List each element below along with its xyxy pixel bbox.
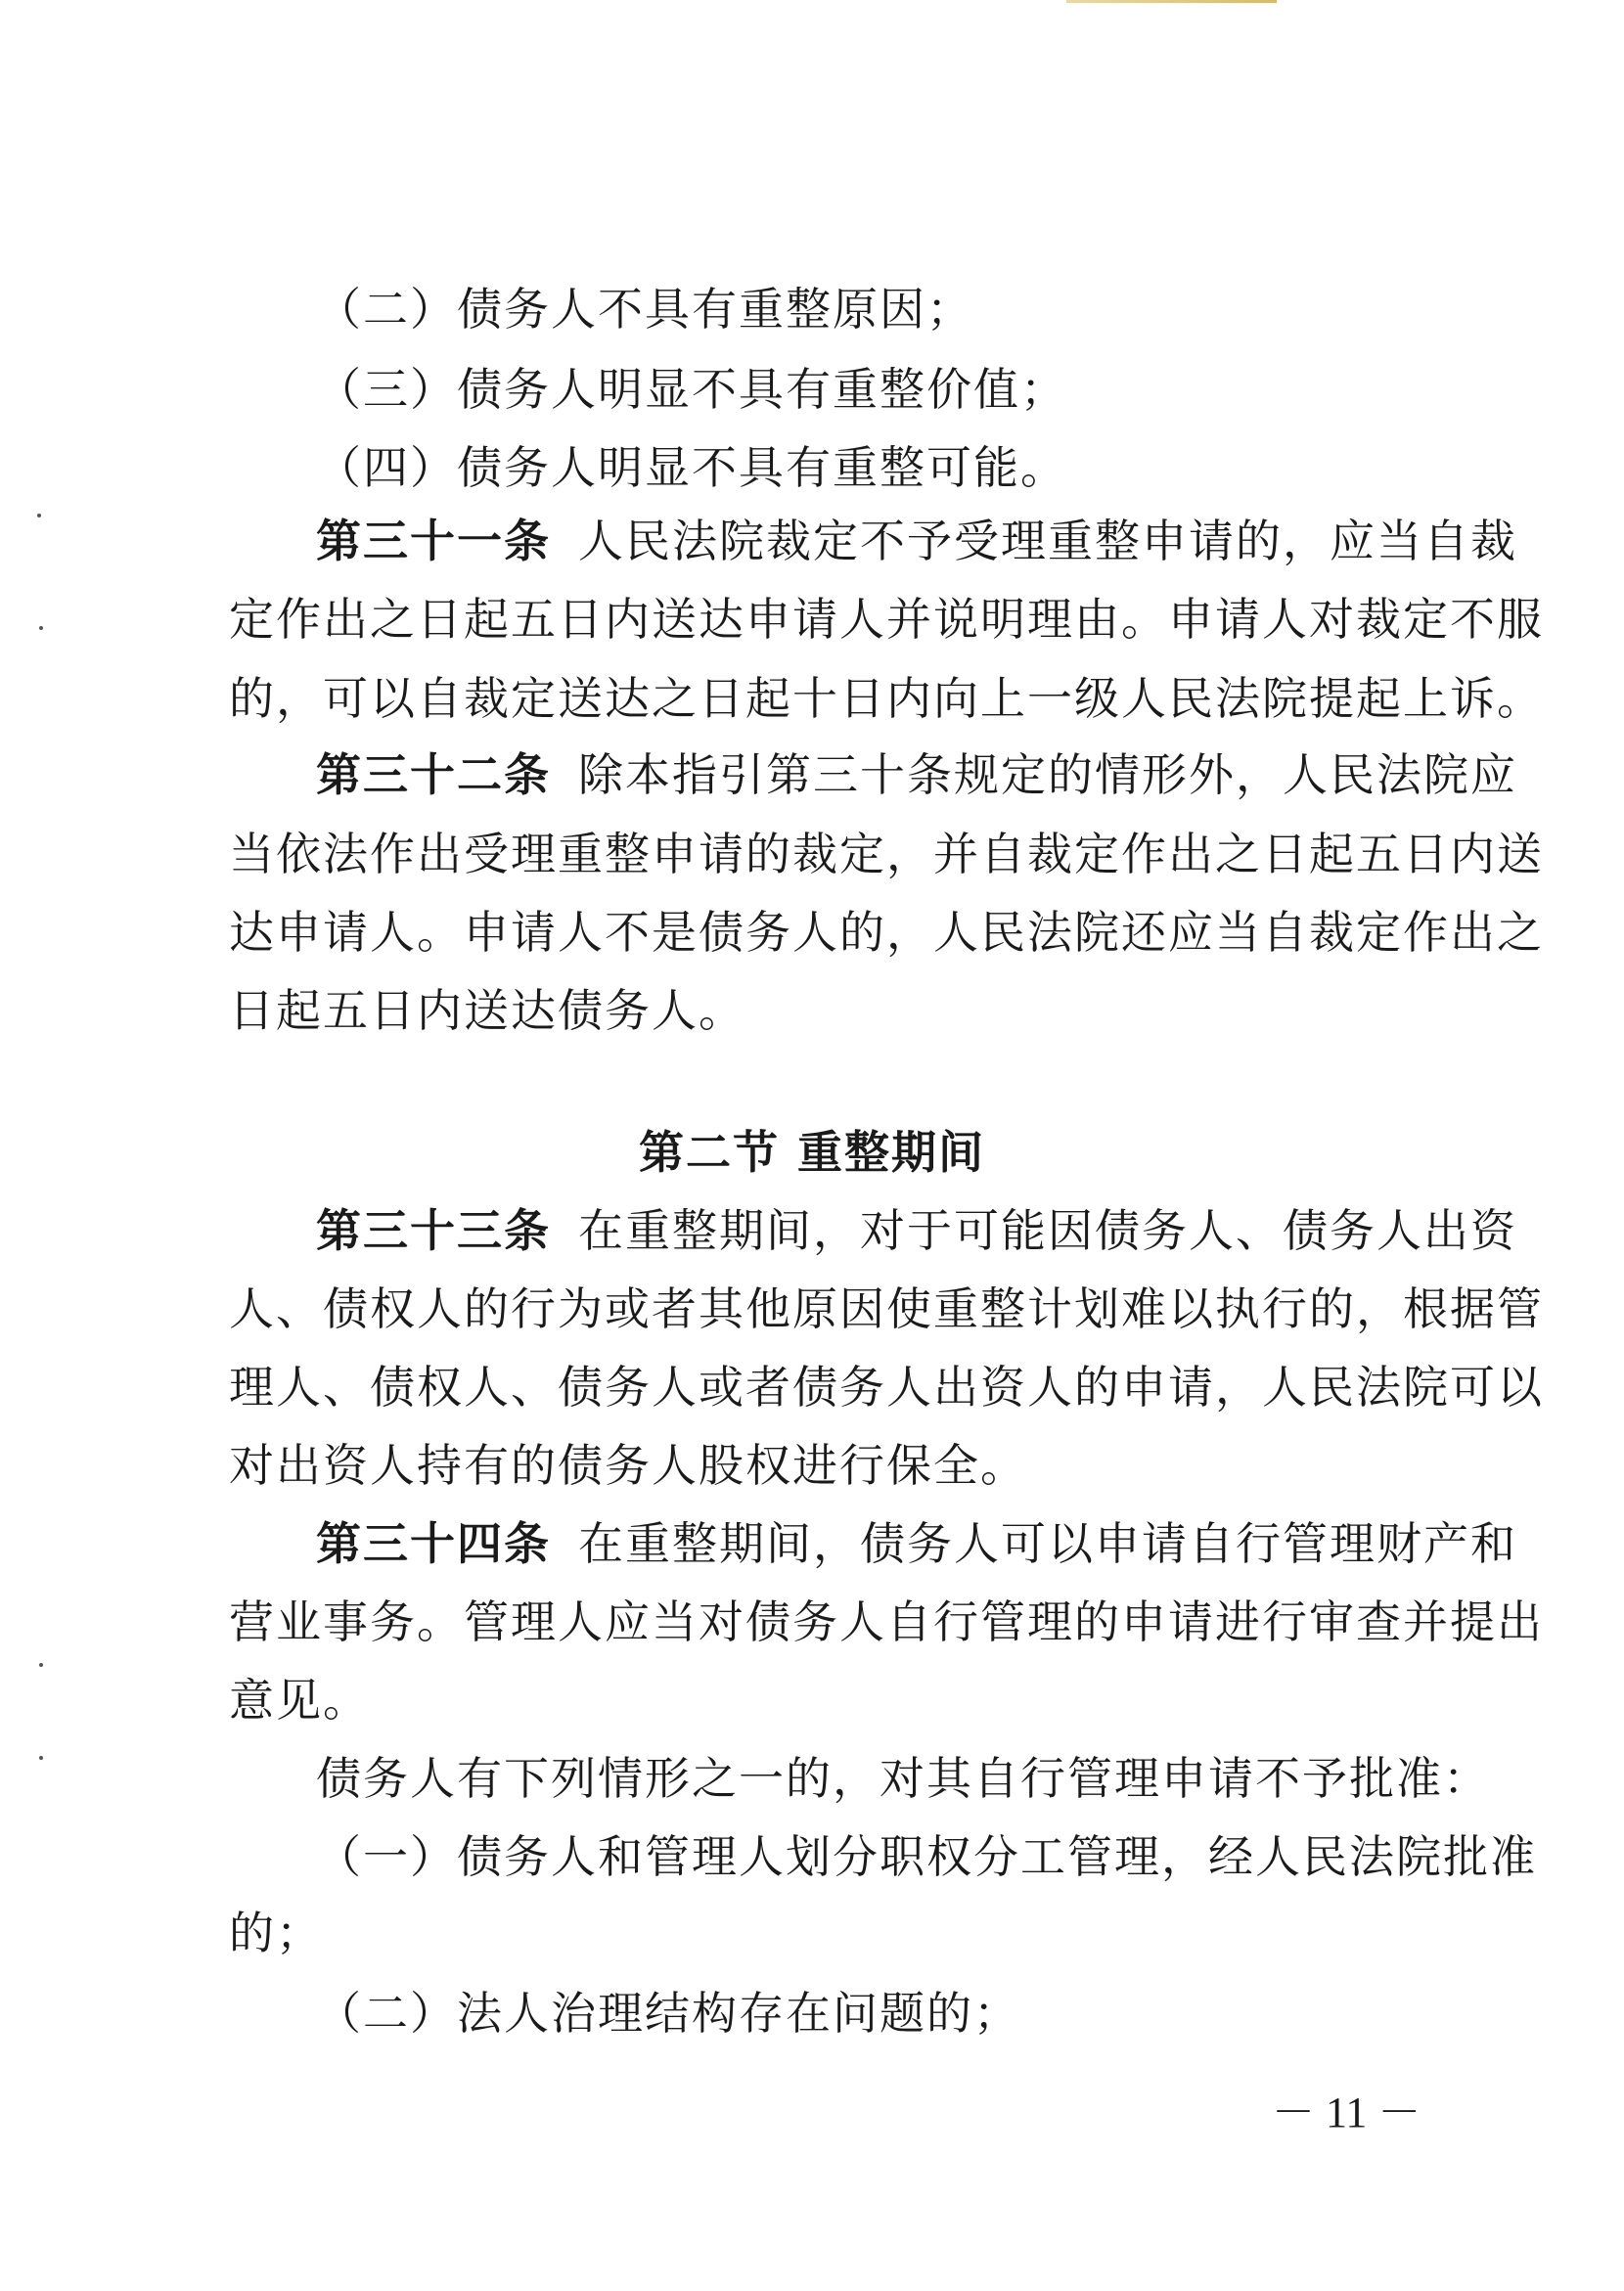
article-31-line-3: 的，可以自裁定送达之日起十日内向上一级人民法院提起上诉。 [229, 672, 1544, 725]
article-33-line-3: 理人、债权人、债务人或者债务人出资人的申请，人民法院可以 [229, 1361, 1544, 1414]
article-33-line-4: 对出资人持有的债务人股权进行保全。 [229, 1439, 1027, 1492]
article-33-heading: 第三十三条 [316, 1204, 551, 1257]
list-item-2: （二）债务人不具有重整原因； [316, 283, 973, 336]
article-34-text: 在重整期间，债务人可以申请自行管理财产和 [578, 1517, 1517, 1570]
article-31-first-line [316, 514, 1517, 568]
list-item-3: （三）债务人明显不具有重整价值； [316, 363, 1067, 416]
article-32-text: 除本指引第三十条规定的情形外，人民法院应 [578, 748, 1517, 801]
article-34-line-3: 意见。 [229, 1674, 370, 1727]
article-33-first-line [316, 1203, 1517, 1258]
conditions-intro: 债务人有下列情形之一的，对其自行管理申请不予批准： [316, 1752, 1490, 1805]
scan-speck [39, 1756, 43, 1760]
page-number: － 11 － [1272, 2089, 1421, 2136]
article-33-text: 在重整期间，对于可能因债务人、债务人出资 [578, 1204, 1517, 1257]
scan-speck [37, 514, 41, 517]
article-32-line-3: 达申请人。申请人不是债务人的，人民法院还应当自裁定作出之 [229, 906, 1544, 959]
article-32-line-2: 当依法作出受理重整申请的裁定，并自裁定作出之日起五日内送 [229, 828, 1544, 880]
article-31-line-2: 定作出之日起五日内送达申请人并说明理由。申请人对裁定不服 [229, 593, 1544, 646]
article-34-first-line [316, 1516, 1517, 1571]
article-32-line-4: 日起五日内送达债务人。 [229, 984, 745, 1037]
scan-speck [39, 1663, 43, 1667]
article-33-line-2: 人、债权人的行为或者其他原因使重整计划难以执行的，根据管 [229, 1282, 1544, 1335]
article-34-heading: 第三十四条 [316, 1517, 551, 1570]
article-32-first-line [316, 747, 1517, 802]
article-32-heading: 第三十二条 [316, 748, 551, 801]
section-title: 第二节 重整期间 [638, 1126, 985, 1179]
article-31-text: 人民法院裁定不予受理重整申请的，应当自裁 [578, 515, 1517, 567]
condition-1-line-2: 的； [229, 1907, 323, 1959]
scan-edge-mark [1066, 0, 1277, 3]
article-31-heading: 第三十一条 [316, 515, 551, 567]
condition-1-line-1: （一）债务人和管理人划分职权分工管理，经人民法院批准 [316, 1830, 1537, 1883]
condition-2: （二）法人治理结构存在问题的； [316, 1987, 1020, 2040]
article-34-line-2: 营业事务。管理人应当对债务人自行管理的申请进行审查并提出 [229, 1595, 1544, 1648]
list-item-4: （四）债务人明显不具有重整可能。 [316, 441, 1067, 494]
scan-speck [39, 626, 43, 630]
